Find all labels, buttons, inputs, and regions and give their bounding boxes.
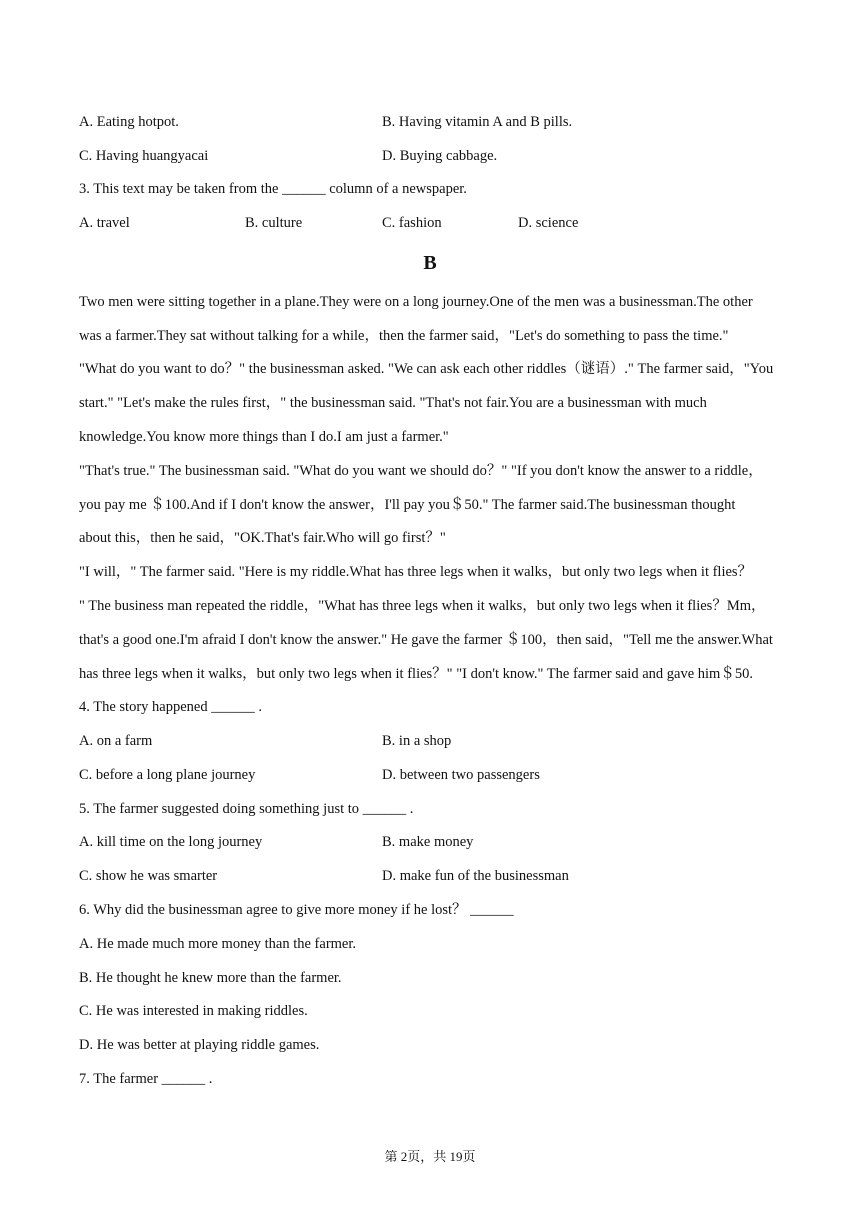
- q4-option-b: B. in a shop: [382, 733, 452, 749]
- q7-question: 7. The farmer ______ .: [79, 1071, 213, 1087]
- q2-option-a: A. Eating hotpot.: [79, 114, 179, 130]
- section-heading: B: [423, 252, 437, 274]
- passage-line: "That's true." The businessman said. "What do you want we should do？" "If you don't know the answer to a riddle，: [79, 463, 763, 479]
- q6-option-b: B. He thought he knew more than the farmer.: [79, 970, 342, 986]
- q5-option-a: A. kill time on the long journey: [79, 834, 263, 850]
- q4-question: 4. The story happened ______ .: [79, 699, 262, 715]
- q2-option-d: D. Buying cabbage.: [382, 148, 498, 164]
- q6-option-d: D. He was better at playing riddle games.: [79, 1037, 320, 1053]
- passage-line: "What do you want to do？" the businessman asked. "We can ask each other riddles（谜语）." The farmer said，"You: [79, 361, 774, 377]
- passage-line: has three legs when it walks，but only two legs when it flies？" "I don't know." The farmer said and gave him＄50.: [79, 666, 753, 682]
- q5-question: 5. The farmer suggested doing something just to ______ .: [79, 801, 414, 817]
- passage-line: " The business man repeated the riddle，"What has three legs when it walks，but only two legs when it flies？Mm，: [79, 598, 766, 614]
- q5-option-d: D. make fun of the businessman: [382, 868, 569, 884]
- page-footer: 第 2页，共 19页: [384, 1149, 476, 1164]
- q3-option-c: C. fashion: [382, 215, 442, 231]
- passage-line: was a farmer.They sat without talking for a while，then the farmer said，"Let's do something to pass the time.": [79, 328, 729, 344]
- passage-line: start." "Let's make the rules first，" the businessman said. "That's not fair.You are a businessman with much: [79, 395, 707, 411]
- passage-line: that's a good one.I'm afraid I don't know the answer." He gave the farmer ＄100，then said，"Tell me the answer.What: [79, 632, 773, 648]
- q3-option-d: D. science: [518, 215, 579, 231]
- q5-option-c: C. show he was smarter: [79, 868, 218, 884]
- passage-line: "I will，" The farmer said. "Here is my riddle.What has three legs when it walks，but only two legs when it flies？: [79, 564, 753, 580]
- q6-option-a: A. He made much more money than the farmer.: [79, 936, 357, 952]
- passage-line: about this，then he said，"OK.That's fair.Who will go first？": [79, 530, 446, 546]
- q3-question: 3. This text may be taken from the ______ column of a newspaper.: [79, 181, 467, 197]
- q3-option-a: A. travel: [79, 215, 130, 231]
- passage-line: knowledge.You know more things than I do.I am just a farmer.": [79, 429, 449, 445]
- passage-line: Two men were sitting together in a plane.They were on a long journey.One of the men was a businessman.The other: [79, 294, 753, 310]
- q4-option-d: D. between two passengers: [382, 767, 540, 783]
- q2-option-b: B. Having vitamin A and B pills.: [382, 114, 573, 130]
- q2-option-c: C. Having huangyacai: [79, 148, 209, 164]
- q3-option-b: B. culture: [245, 215, 303, 231]
- q6-question: 6. Why did the businessman agree to give more money if he lost？ ______: [79, 902, 514, 918]
- q4-option-c: C. before a long plane journey: [79, 767, 256, 783]
- q4-option-a: A. on a farm: [79, 733, 153, 749]
- passage-line: you pay me ＄100.And if I don't know the answer，I'll pay you＄50." The farmer said.The businessman thought: [79, 497, 736, 513]
- q6-option-c: C. He was interested in making riddles.: [79, 1003, 308, 1019]
- q5-option-b: B. make money: [382, 834, 474, 850]
